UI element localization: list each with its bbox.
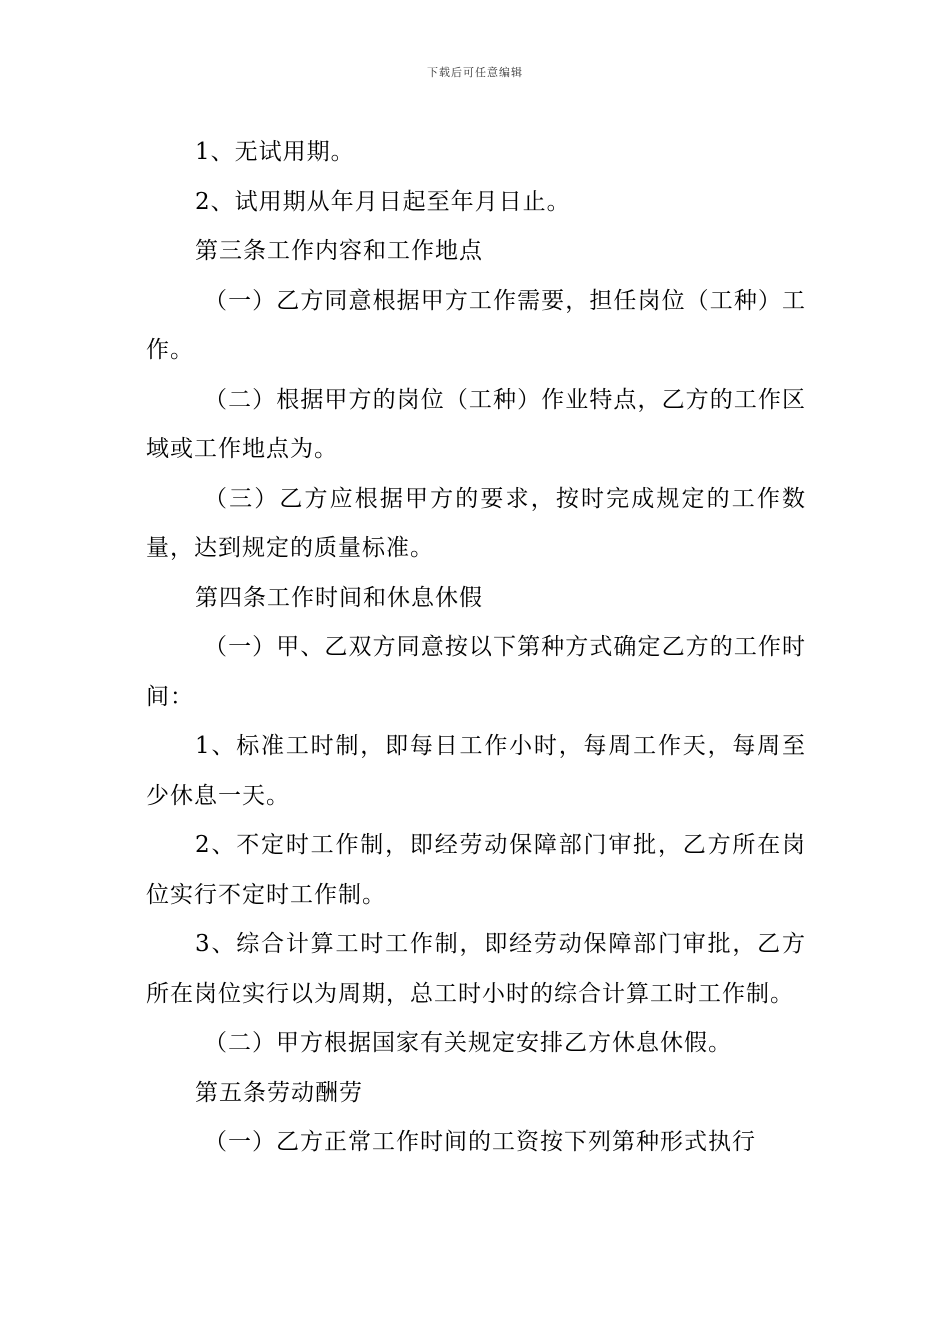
paragraph-11: 3、综合计算工时工作制，即经劳动保障部门审批，乙方所在岗位实行以为周期，总工时小时的综合计算工时工作制。 xyxy=(146,931,806,1007)
paragraph-5: （二）根据甲方的岗位（工种）作业特点，乙方的工作区域或工作地点为。 xyxy=(146,386,806,462)
paragraph-14: （一）乙方正常工作时间的工资按下列第种形式执行 xyxy=(204,1129,756,1155)
paragraph-8: （一）甲、乙双方同意按以下第种方式确定乙方的工作时间： xyxy=(146,634,806,710)
section-heading-article-4: 第四条工作时间和休息休假 xyxy=(195,584,483,611)
paragraph-9: 1、标准工时制，即每日工作小时，每周工作天，每周至少休息一天。 xyxy=(146,733,806,809)
document-body xyxy=(146,128,806,1168)
paragraph-6: （三）乙方应根据甲方的要求，按时完成规定的工作数量，达到规定的质量标准。 xyxy=(146,485,806,561)
paragraph-10: 2、不定时工作制，即经劳动保障部门审批，乙方所在岗位实行不定时工作制。 xyxy=(146,832,806,908)
paragraph-1: 1、无试用期。 xyxy=(195,139,355,165)
section-heading-article-5: 第五条劳动酬劳 xyxy=(195,1079,363,1106)
paragraph-4: （一）乙方同意根据甲方工作需要，担任岗位（工种）工作。 xyxy=(146,287,806,363)
paragraph-2: 2、试用期从年月日起至年月日止。 xyxy=(195,188,571,215)
page-header: 下载后可任意编辑 xyxy=(427,66,523,79)
section-heading-article-3: 第三条工作内容和工作地点 xyxy=(195,238,483,264)
paragraph-12: （二）甲方根据国家有关规定安排乙方休息休假。 xyxy=(204,1030,732,1056)
